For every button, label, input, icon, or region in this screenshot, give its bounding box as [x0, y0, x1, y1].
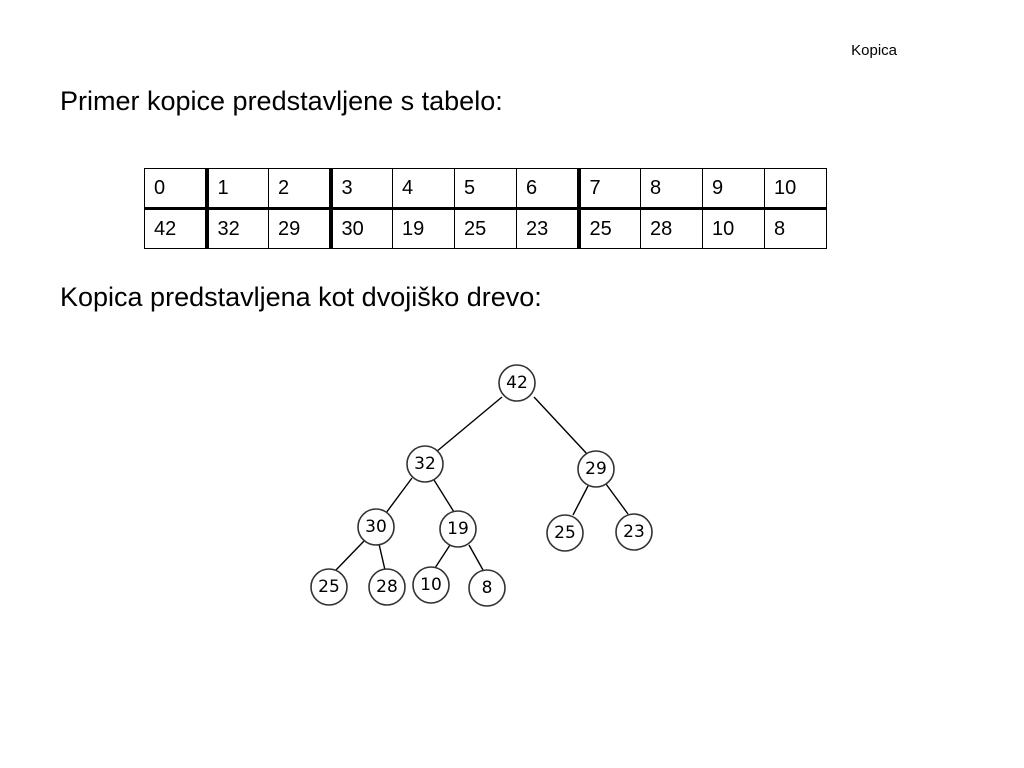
- value-cell: 25: [579, 209, 641, 249]
- tree-edge: [336, 540, 365, 570]
- tree-node-label: 32: [414, 454, 436, 474]
- table-heading: Primer kopice predstavljene s tabelo:: [60, 86, 503, 116]
- tree-node: [311, 569, 347, 605]
- tree-edge: [573, 486, 588, 515]
- tree-edge: [435, 545, 450, 568]
- tree-edge: [436, 397, 502, 452]
- index-cell: 1: [207, 169, 269, 209]
- tree-node: [358, 509, 394, 545]
- slide-header-label: Kopica: [851, 42, 897, 59]
- tree-node: [369, 569, 405, 605]
- index-cell: 3: [331, 169, 393, 209]
- value-cell: 28: [641, 209, 703, 249]
- value-cell: 29: [269, 209, 331, 249]
- tree-node-label: 19: [447, 519, 469, 539]
- tree-node-label: 8: [481, 578, 493, 598]
- index-cell: 10: [765, 169, 827, 209]
- tree-node-label: 25: [318, 577, 340, 597]
- tree-node-label: 10: [420, 575, 442, 595]
- tree-edge: [434, 480, 454, 512]
- index-cell: 2: [269, 169, 331, 209]
- tree-node: [469, 570, 505, 606]
- value-cell: 10: [703, 209, 765, 249]
- value-cell: 8: [765, 209, 827, 249]
- index-cell: 8: [641, 169, 703, 209]
- tree-heading: Kopica predstavljena kot dvojiško drevo:: [60, 282, 542, 312]
- tree-node-label: 28: [376, 577, 398, 597]
- tree-node-label: 29: [585, 459, 607, 479]
- index-cell: 0: [145, 169, 207, 209]
- tree-node: [578, 451, 614, 487]
- index-cell: 5: [455, 169, 517, 209]
- tree-node: [407, 446, 443, 482]
- tree-node-label: 30: [365, 517, 387, 537]
- tree-node: [440, 511, 476, 547]
- tree-edge: [379, 544, 385, 570]
- tree-edge: [606, 484, 628, 514]
- tree-node-label: 25: [554, 523, 576, 543]
- index-cell: 6: [517, 169, 579, 209]
- tree-edge: [386, 478, 412, 513]
- value-cell: 23: [517, 209, 579, 249]
- tree-edge: [469, 545, 483, 570]
- tree-edge: [534, 397, 588, 455]
- tree-node: [499, 365, 535, 401]
- value-cell: 32: [207, 209, 269, 249]
- tree-node: [616, 514, 652, 550]
- index-cell: 4: [393, 169, 455, 209]
- tree-node-label: 42: [506, 373, 528, 393]
- tree-node: [547, 515, 583, 551]
- value-cell: 30: [331, 209, 393, 249]
- tree-node: [413, 567, 449, 603]
- tree-node-label: 23: [623, 522, 645, 542]
- index-cell: 9: [703, 169, 765, 209]
- index-cell: 7: [579, 169, 641, 209]
- value-cell: 25: [455, 209, 517, 249]
- value-cell: 19: [393, 209, 455, 249]
- value-cell: 42: [145, 209, 207, 249]
